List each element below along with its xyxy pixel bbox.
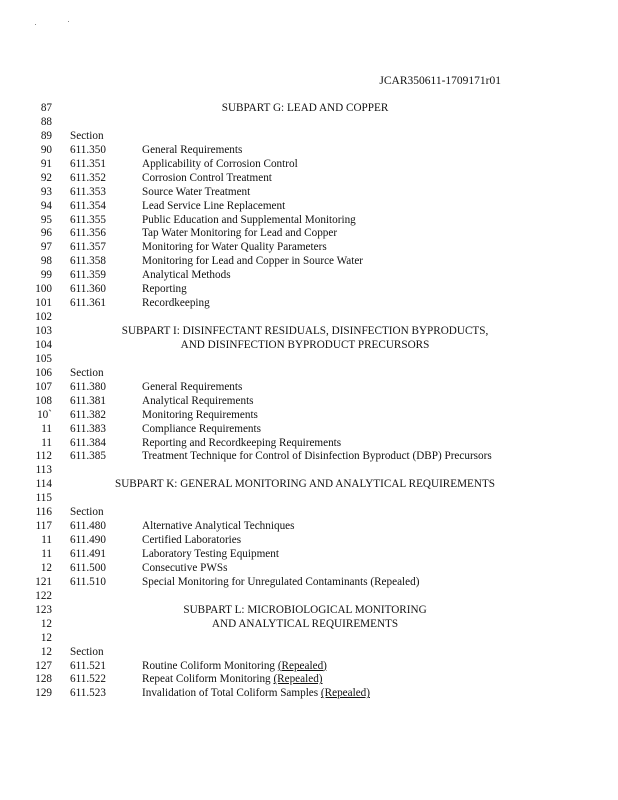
line-number: 116 <box>35 506 52 519</box>
section-title: Monitoring for Water Quality Parameters <box>142 241 327 254</box>
section-entry <box>0 255 618 269</box>
section-number: 611.383 <box>70 422 106 435</box>
line <box>0 311 618 325</box>
section-number: 611.359 <box>70 269 106 282</box>
section-title: Monitoring Requirements <box>142 408 258 421</box>
heading-line <box>0 604 618 618</box>
line-number: 107 <box>35 380 52 393</box>
line-number: 88 <box>40 115 52 128</box>
section-number: 611.523 <box>70 687 106 700</box>
section-number: Section <box>70 129 104 142</box>
line-number: 97 <box>40 241 52 254</box>
section-entry <box>0 437 618 451</box>
section-number: 611.521 <box>70 659 106 672</box>
section-number: 611.358 <box>70 255 106 268</box>
line-number: 92 <box>40 171 52 184</box>
section-title: Source Water Treatment <box>142 185 251 198</box>
section-entry <box>0 283 618 297</box>
line-number: 106 <box>35 366 52 379</box>
line <box>0 506 618 520</box>
section-title <box>142 660 327 674</box>
section-entry <box>0 534 618 548</box>
line-number: 90 <box>40 143 52 156</box>
section-number: 611.355 <box>70 213 106 226</box>
section-title: Reporting and Recordkeeping Requirements <box>142 436 342 449</box>
section-number: 611.351 <box>70 157 106 170</box>
heading-line <box>0 618 618 632</box>
section-number: 611.510 <box>70 575 106 588</box>
line-number: 11 <box>41 436 52 449</box>
section-number: 611.353 <box>70 185 106 198</box>
section-title: Laboratory Testing Equipment <box>142 548 279 560</box>
section-entry <box>0 673 618 687</box>
line <box>0 353 618 367</box>
section-title: Compliance Requirements <box>142 422 261 435</box>
line-number: 105 <box>35 352 52 365</box>
line <box>0 492 618 506</box>
section-title: Alternative Analytical Techniques <box>142 520 295 533</box>
subpart-heading: AND DISINFECTION BYPRODUCT PRECURSORS <box>180 338 430 351</box>
section-number: Section <box>70 645 104 658</box>
line-number: 102 <box>35 311 52 324</box>
line-number: 113 <box>35 464 52 477</box>
section-number: 611.380 <box>70 380 106 393</box>
line-number: 108 <box>35 394 52 407</box>
heading-line <box>0 339 618 353</box>
repealed-marker: (Repealed) <box>320 687 370 700</box>
section-entry <box>0 144 618 158</box>
section-title: Treatment Technique for Control of Disinfection Byproduct (DBP) Precursors <box>142 450 492 463</box>
heading-line <box>0 102 618 116</box>
line <box>0 632 618 646</box>
line-number: 99 <box>40 269 52 282</box>
section-number: 611.384 <box>70 436 106 449</box>
section-entry <box>0 227 618 241</box>
section-entry <box>0 395 618 409</box>
line <box>0 590 618 604</box>
section-entry <box>0 186 618 200</box>
section-entry <box>0 297 618 311</box>
line-number: 101 <box>35 297 52 310</box>
section-title-text: Repeat Coliform Monitoring <box>142 673 271 686</box>
line <box>0 116 618 130</box>
line-number: 91 <box>40 157 52 170</box>
section-entry <box>0 450 618 464</box>
section-title: Certified Laboratories <box>142 534 242 547</box>
line <box>0 367 618 381</box>
section-number: 611.490 <box>70 534 106 547</box>
line-number: 114 <box>35 478 52 491</box>
line-number: 96 <box>40 227 52 240</box>
section-title: Tap Water Monitoring for Lead and Copper <box>142 227 338 240</box>
section-title <box>142 687 370 701</box>
line-number: 115 <box>35 492 52 505</box>
section-number: Section <box>70 366 104 379</box>
line-number: 103 <box>35 325 52 337</box>
section-number: 611.491 <box>70 548 106 560</box>
section-entry <box>0 200 618 214</box>
section-number: 611.522 <box>70 673 106 686</box>
section-number: 611.350 <box>70 143 106 156</box>
section-number: 611.361 <box>70 297 106 310</box>
document-id: JCAR350611-1709171r01 <box>379 75 501 87</box>
section-entry <box>0 269 618 283</box>
line-number: 95 <box>40 213 52 226</box>
section-entry <box>0 520 618 534</box>
subpart-heading: AND ANALYTICAL REQUIREMENTS <box>211 617 399 630</box>
line-number: 93 <box>40 185 52 198</box>
section-entry <box>0 241 618 255</box>
section-number: 611.385 <box>70 450 106 463</box>
section-title: Corrosion Control Treatment <box>142 171 272 184</box>
heading-line <box>0 478 618 492</box>
line-number: 100 <box>35 283 52 296</box>
section-entry <box>0 214 618 228</box>
section-number: 611.352 <box>70 171 106 184</box>
section-title: Reporting <box>142 283 187 296</box>
line-number: 112 <box>35 450 52 463</box>
heading-line <box>0 325 618 339</box>
subpart-heading: SUBPART G: LEAD AND COPPER <box>221 102 389 114</box>
section-number: 611.381 <box>70 394 106 407</box>
line-number: 12 <box>40 645 52 658</box>
section-title: Analytical Methods <box>142 269 231 282</box>
line-number: 87 <box>40 102 52 114</box>
section-number: 611.354 <box>70 199 106 212</box>
line <box>0 646 618 660</box>
section-entry <box>0 562 618 576</box>
line-number: 104 <box>35 338 52 351</box>
line-number: 128 <box>35 673 52 686</box>
subpart-heading: SUBPART L: MICROBIOLOGICAL MONITORING <box>183 603 427 616</box>
line-number: 11 <box>41 534 52 547</box>
section-title-text: Invalidation of Total Coliform Samples <box>142 687 319 700</box>
repealed-marker: (Repealed) <box>273 673 323 686</box>
section-number: 611.480 <box>70 520 106 533</box>
section-entry <box>0 409 618 423</box>
section-entry <box>0 172 618 186</box>
section-title: General Requirements <box>142 380 243 393</box>
subpart-heading: SUBPART I: DISINFECTANT RESIDUALS, DISINFECTION BYPRODUCTS, <box>121 325 489 337</box>
line-number: 11 <box>41 548 52 560</box>
section-title: Special Monitoring for Unregulated Contaminants (Repealed) <box>142 575 420 588</box>
section-entry <box>0 576 618 590</box>
line-number: 12 <box>40 617 52 630</box>
section-title: Recordkeeping <box>142 297 210 310</box>
scan-speck <box>35 24 36 25</box>
section-entry <box>0 687 618 701</box>
section-title: Monitoring for Lead and Copper in Source Water <box>142 255 364 268</box>
line-number: 12 <box>40 561 52 574</box>
section-number: 611.382 <box>70 408 106 421</box>
section-entry <box>0 423 618 437</box>
section-title: General Requirements <box>142 143 243 156</box>
line-number: 12 <box>40 631 52 644</box>
section-entry <box>0 158 618 172</box>
line-number: 129 <box>35 687 52 700</box>
line <box>0 130 618 144</box>
line-number: 11 <box>41 422 52 435</box>
line-number: 89 <box>40 129 52 142</box>
numbered-lines <box>0 102 618 701</box>
line-number: 121 <box>35 575 52 588</box>
section-title: Analytical Requirements <box>142 394 254 407</box>
section-number: 611.356 <box>70 227 106 240</box>
line-number: 98 <box>40 255 52 268</box>
line-number: 94 <box>40 199 52 212</box>
section-title: Public Education and Supplemental Monitoring <box>142 213 356 226</box>
section-title: Applicability of Corrosion Control <box>142 157 298 170</box>
section-number: 611.357 <box>70 241 106 254</box>
subpart-heading: SUBPART K: GENERAL MONITORING AND ANALYTICAL REQUIREMENTS <box>114 478 496 491</box>
line-number: 10` <box>37 408 52 421</box>
section-title-text: Routine Coliform Monitoring <box>142 659 276 672</box>
section-number: 611.500 <box>70 561 106 574</box>
section-entry <box>0 381 618 395</box>
section-number: Section <box>70 506 104 519</box>
section-title: Lead Service Line Replacement <box>142 199 286 212</box>
line <box>0 464 618 478</box>
line-number: 122 <box>35 589 52 602</box>
section-title: Consecutive PWSs <box>142 561 228 574</box>
line-number: 127 <box>35 659 52 672</box>
section-entry <box>0 548 618 562</box>
line-number: 123 <box>35 603 52 616</box>
section-title <box>142 673 323 687</box>
section-number: 611.360 <box>70 283 106 296</box>
scan-speck <box>68 21 69 22</box>
repealed-marker: (Repealed) <box>277 659 327 672</box>
section-entry <box>0 660 618 674</box>
line-number: 117 <box>35 520 52 533</box>
